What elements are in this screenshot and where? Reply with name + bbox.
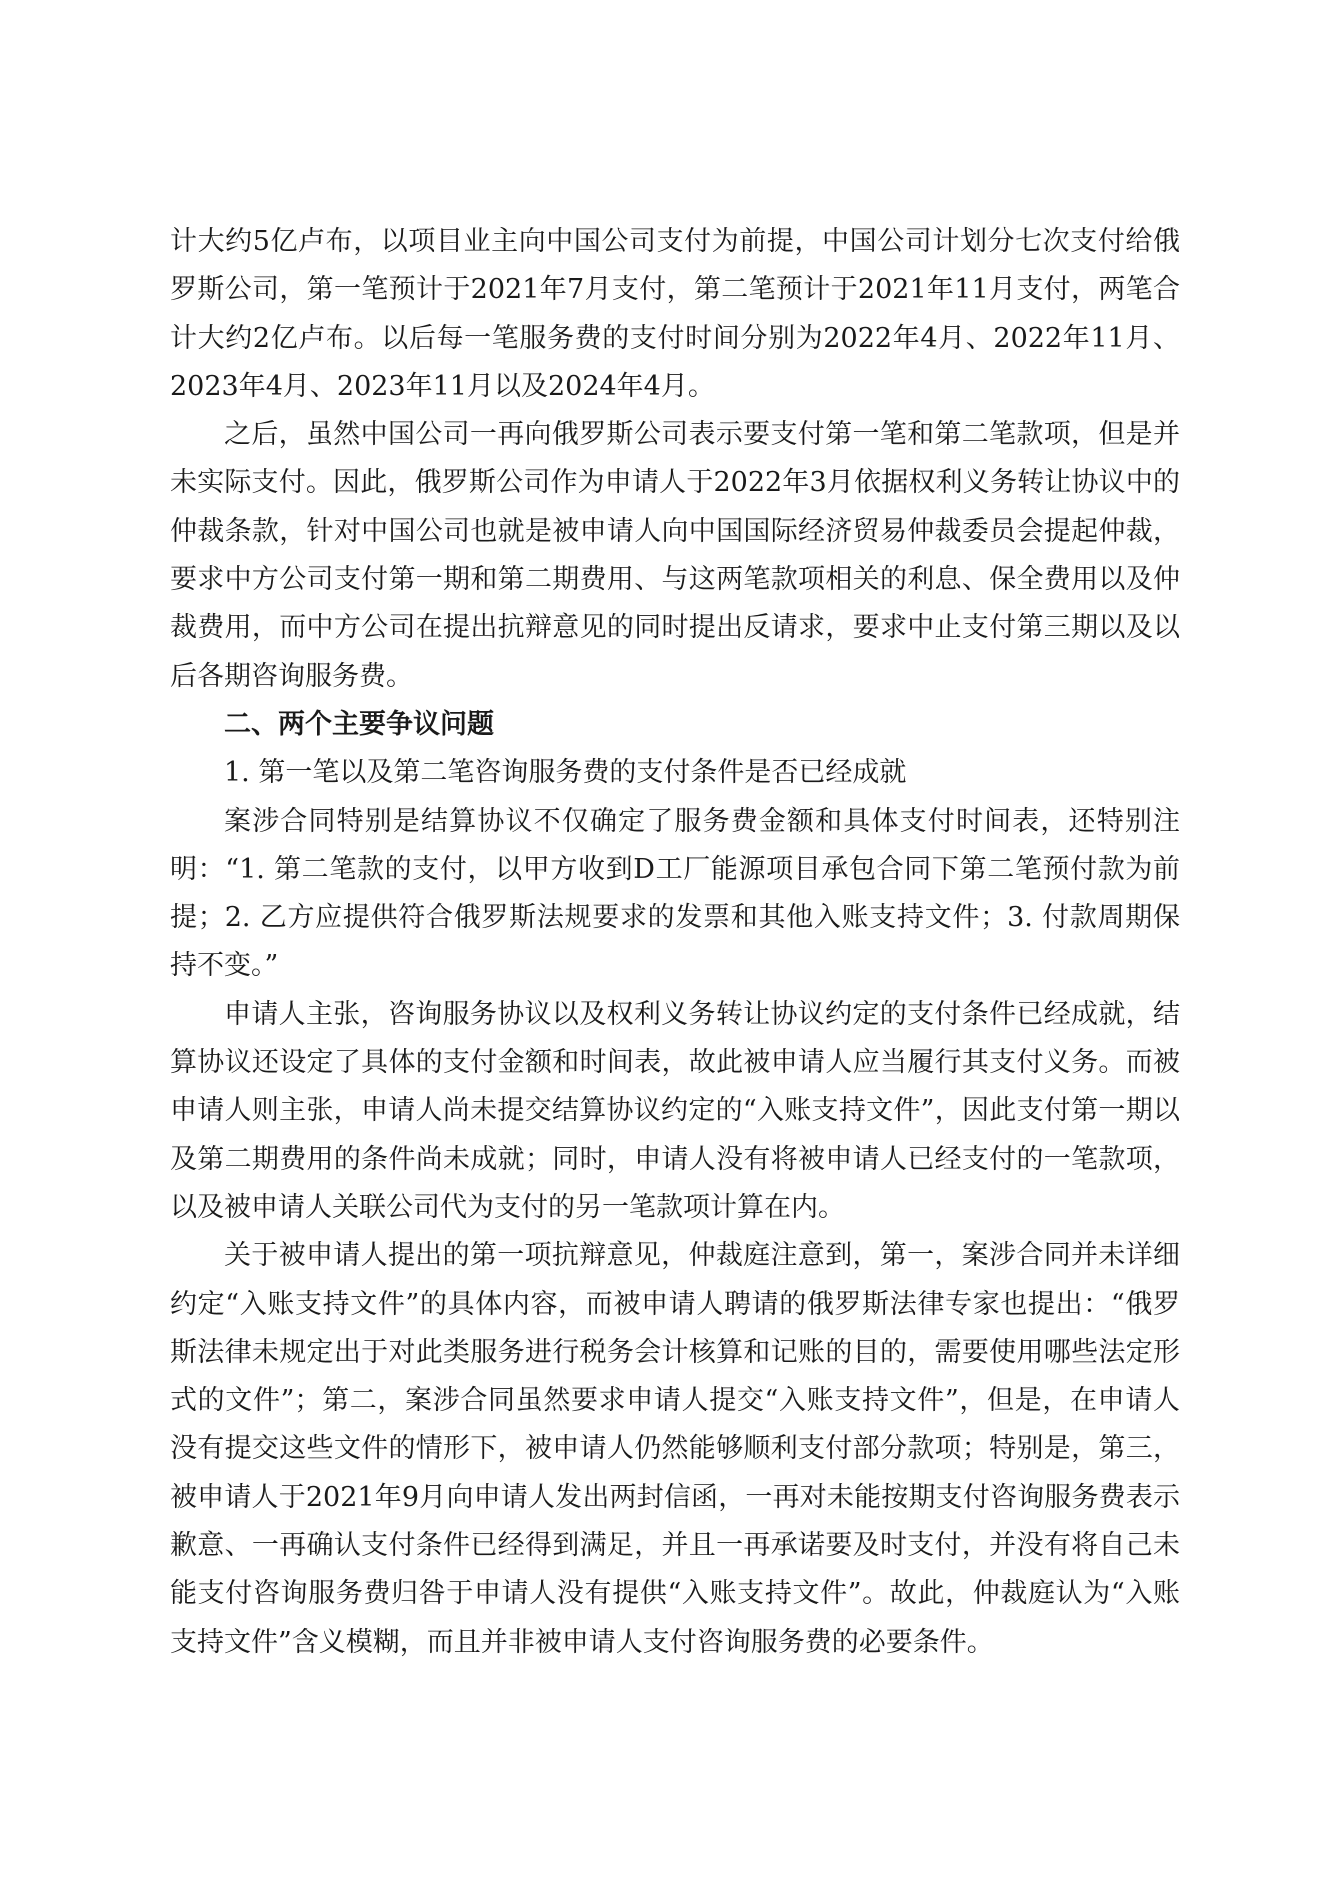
paragraph-continuation: 计大约5亿卢布，以项目业主向中国公司支付为前提，中国公司计划分七次支付给俄罗斯公司，第一笔预计于2021年7月支付，第二笔预计于2021年11月支付，两笔合计大约2亿卢布。以后每一笔服务费的支付时间分别为2022年4月、2022年11月、2023年4月、2023年11月以及2024年4月。 xyxy=(170,226,1180,402)
document-body xyxy=(170,218,1180,1667)
paragraph-contract-terms: 案涉合同特别是结算协议不仅确定了服务费金额和具体支付时间表，还特别注明：“1. 第二笔款的支付，以甲方收到D工厂能源项目承包合同下第二笔预付款为前提；2. 乙方应提供符合俄罗斯法规要求的发票和其他入账支持文件；3. 付款周期保持不变。” xyxy=(170,805,1180,982)
paragraph-tribunal-analysis: 关于被申请人提出的第一项抗辩意见，仲裁庭注意到，第一，案涉合同并未详细约定“入账支持文件”的具体内容，而被申请人聘请的俄罗斯法律专家也提出：“俄罗斯法律未规定出于对此类服务进行税务会计核算和记账的目的，需要使用哪些法定形式的文件”；第二，案涉合同虽然要求申请人提交“入账支持文件”，但是，在申请人没有提交这些文件的情形下，被申请人仍然能够顺利支付部分款项；特别是，第三，被申请人于2021年9月向申请人发出两封信函，一再对未能按期支付咨询服务费表示歉意、一再确认支付条件已经得到满足，并且一再承诺要及时支付，并没有将自己未能支付咨询服务费归咎于申请人没有提供“入账支持文件”。故此，仲裁庭认为“入账支持文件”含义模糊，而且并非被申请人支付咨询服务费的必要条件。 xyxy=(170,1240,1180,1658)
paragraph-positions: 申请人主张，咨询服务协议以及权利义务转让协议约定的支付条件已经成就，结算协议还设定了具体的支付金额和时间表，故此被申请人应当履行其支付义务。而被申请人则主张，申请人尚未提交结算协议约定的“入账支持文件”，因此支付第一期以及第二期费用的条件尚未成就；同时，申请人没有将被申请人已经支付的一笔款项，以及被申请人关联公司代为支付的另一笔款项计算在内。 xyxy=(170,998,1180,1223)
subsection-heading: 1. 第一笔以及第二笔咨询服务费的支付条件是否已经成就 xyxy=(224,757,907,789)
section-heading: 二、两个主要争议问题 xyxy=(224,708,494,740)
paragraph-background: 之后，虽然中国公司一再向俄罗斯公司表示要支付第一笔和第二笔款项，但是并未实际支付。因此，俄罗斯公司作为申请人于2022年3月依据权利义务转让协议中的仲裁条款，针对中国公司也就是被申请人向中国国际经济贸易仲裁委员会提起仲裁，要求中方公司支付第一期和第二期费用、与这两笔款项相关的利息、保全费用以及仲裁费用，而中方公司在提出抗辩意见的同时提出反请求，要求中止支付第三期以及以后各期咨询服务费。 xyxy=(170,419,1180,692)
